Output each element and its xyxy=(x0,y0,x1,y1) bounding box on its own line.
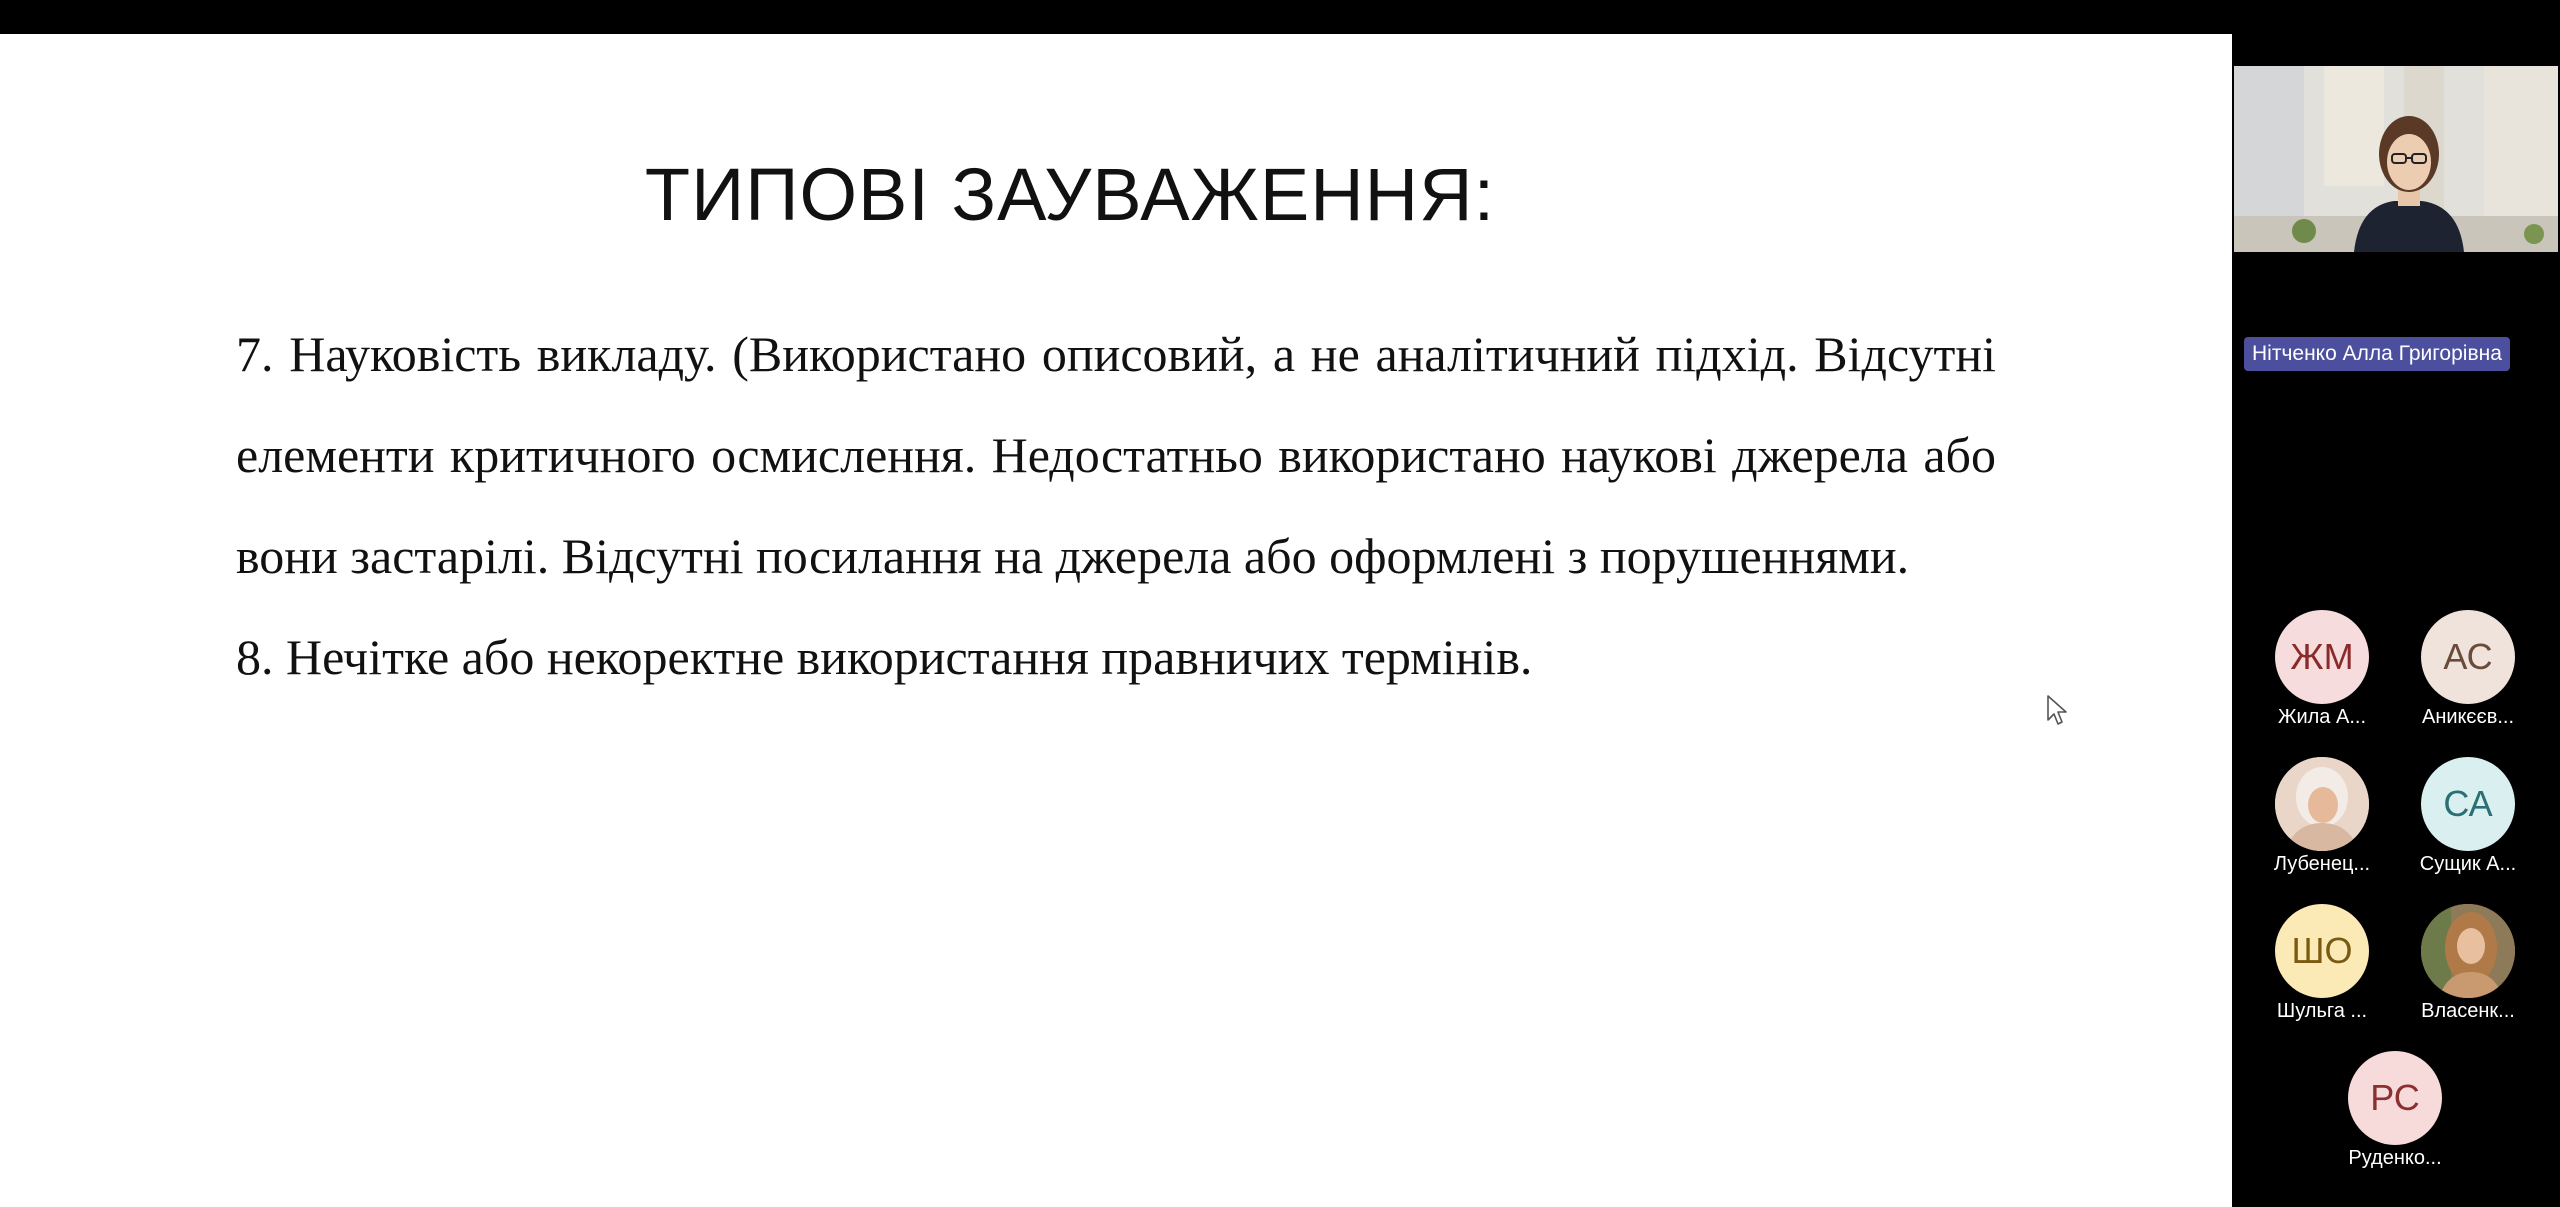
shared-slide xyxy=(0,34,2232,1207)
participant-initials: АС xyxy=(2443,636,2493,677)
participant-tile[interactable] xyxy=(2398,757,2538,876)
participant-name: Руденко... xyxy=(2348,1147,2442,1169)
slide-body xyxy=(236,304,1996,708)
participant-name: Жила А... xyxy=(2278,706,2366,728)
participant-name: Власенк... xyxy=(2421,1000,2515,1022)
participant-initials: ЖМ xyxy=(2290,636,2354,677)
profile-photo-icon xyxy=(2421,904,2515,998)
participant-name: Лубенец... xyxy=(2273,853,2371,875)
speaker-name-tag: Нітченко Алла Григорівна xyxy=(2244,337,2510,371)
profile-photo-icon xyxy=(2275,757,2369,851)
participant-name: Аникєєв... xyxy=(2421,706,2514,728)
participant-tile[interactable] xyxy=(2398,610,2538,729)
participant-photo-avatar xyxy=(2275,757,2369,851)
participant-initials: СА xyxy=(2443,783,2493,824)
participant-avatar xyxy=(2421,757,2515,851)
speaker-video-feed xyxy=(2234,66,2558,252)
participant-avatar xyxy=(2421,610,2515,704)
participant-tile[interactable] xyxy=(2252,904,2392,1023)
participant-avatar xyxy=(2348,1051,2442,1145)
slide-paragraph-7: 7. Науковість викладу. (Використано описовий, а не аналітичний підхід. Відсутні елементи критичного осмислення. Недостатньо використано наукові джерела або вони застарілі. Відсутні посилання на джерела або оформлені з порушеннями. xyxy=(236,326,1996,584)
slide-paragraph-8: 8. Нечітке або некоректне використання правничих термінів. xyxy=(236,629,1533,685)
participant-tile[interactable] xyxy=(2252,757,2392,876)
speaker-video-tile[interactable] xyxy=(2234,66,2558,252)
participant-initials: ШО xyxy=(2291,930,2353,971)
participant-tile[interactable] xyxy=(2252,610,2392,729)
participant-avatar xyxy=(2275,904,2369,998)
participant-initials: РС xyxy=(2370,1077,2420,1118)
participant-tile[interactable] xyxy=(2325,1051,2465,1170)
mouse-cursor-icon xyxy=(2046,694,2070,728)
slide-title: ТИПОВІ ЗАУВАЖЕННЯ: xyxy=(644,153,1496,236)
participant-name: Шульга ... xyxy=(2276,1000,2368,1022)
participant-avatar xyxy=(2275,610,2369,704)
participant-tile[interactable] xyxy=(2398,904,2538,1023)
participant-photo-avatar xyxy=(2421,904,2515,998)
screen-share-top-bar xyxy=(0,0,2560,34)
participant-name: Сущик А... xyxy=(2419,853,2517,875)
